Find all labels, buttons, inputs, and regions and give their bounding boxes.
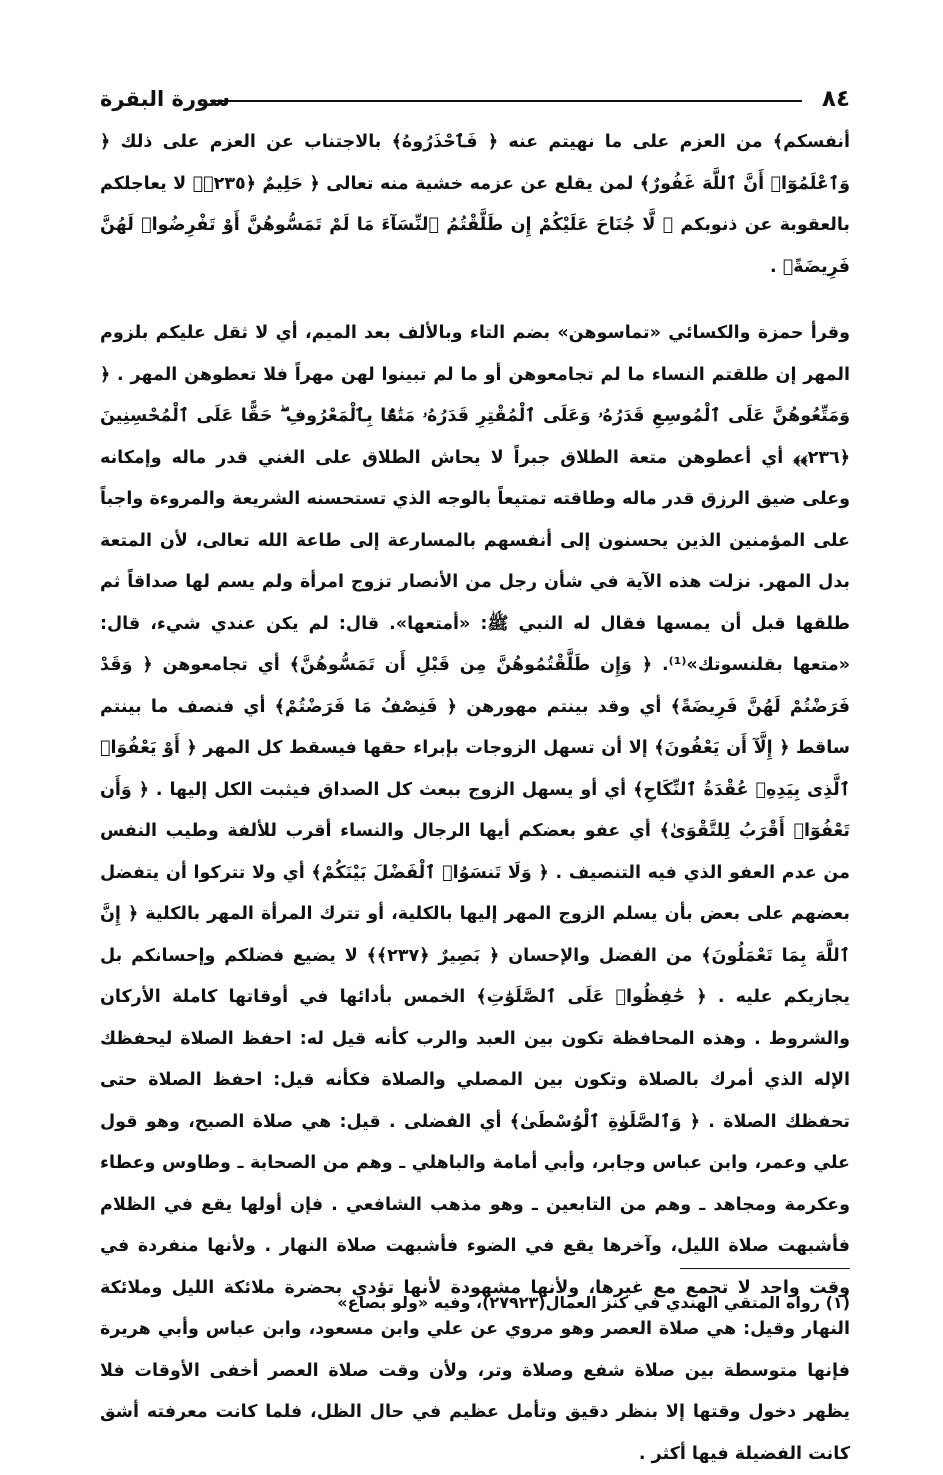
header-rule xyxy=(210,100,802,102)
paragraph-2: وقرأ حمزة والكسائي «تماسوهن» بضم التاء وبالألف بعد الميم، أي لا ثقل عليكم بلزوم المهر إن طلقتم النساء ما لم تجامعوهن أو ما لم تبينوا لهن مهراً فلا تعطوهن المهر . ﴿ وَمَتِّعُوهُنَّ عَلَى ٱلْمُوسِعِ قَدَرُهُۥ وَعَلَى ٱلْمُقْتِرِ قَدَرُهُۥ مَتَٰعًۢا بِٱلْمَعْرُوفِ ۖ حَقًّا عَلَى ٱلْمُحْسِنِينَ ﴿٢٣٦﴾﴾ أي أعطوهن متعة الطلاق جبراً لا يحاش الطلاق على الغني قدر ماله وإمكانه وعلى ضيق الرزق قدر ماله وطاقته تمتيعاً بالوجه الذي تستحسنه الشريعة والمروءة واجباً على المؤمنين الذين يحسنون إلى أنفسهم بالمسارعة إلى طاعة الله تعالى، لأن المتعة بدل المهر. نزلت هذه الآية في شأن رجل من الأنصار تزوج امرأة ولم يسم لها صداقاً ثم طلقها قبل أن يمسها فقال له النبي ﷺ: «أمتعها». قال: لم يكن عندي شيء، قال: «متعها بقلنسوتك»⁽¹⁾. ﴿ وَإِن طَلَّقْتُمُوهُنَّ مِن قَبْلِ أَن تَمَسُّوهُنَّ﴾ أي تجامعوهن ﴿ وَقَدْ فَرَضْتُمْ لَهُنَّ فَرِيضَةً﴾ أي وقد بينتم مهورهن ﴿ فَنِصْفُ مَا فَرَضْتُمْ﴾ أي فنصف ما بينتم ساقط ﴿ إِلَّآ أَن يَعْفُونَ﴾ إلا أن تسهل الزوجات بإبراء حقها فيسقط كل المهر ﴿ أَوْ يَعْفُوَا۟ ٱلَّذِى بِيَدِهِۦ عُقْدَةُ ٱلنِّكَاحِ﴾ أي أو يسهل الزوج ببعث كل الصداق فيثبت الكل إليها . ﴿ وَأَن تَعْفُوٓا۟ أَقْرَبُ لِلتَّقْوَىٰ﴾ أي عفو بعضكم أيها الرجال والنساء أقرب للألفة وطيب النفس من عدم العفو الذي فيه التنصيف . ﴿ وَلَا تَنسَوُا۟ ٱلْفَضْلَ بَيْنَكُمْ﴾ أي ولا تتركوا أن يتفضل بعضهم على بعض بأن يسلم الزوج المهر إليها بالكلية، أو تترك المرأة المهر بالكلية ﴿ إِنَّ ٱللَّهَ بِمَا تَعْمَلُونَ﴾ من الفضل والإحسان ﴿ بَصِيرٌ ﴿٢٣٧﴾﴾ لا يضيع فضلكم وإحسانكم بل يجازيكم عليه . ﴿ حَٰفِظُوا۟ عَلَى ٱلصَّلَوَٰتِ﴾ الخمس بأدائها في أوقاتها كاملة الأركان والشروط . وهذه المحافظة تكون بين العبد والرب كأنه قيل له: احفظ الصلاة ليحفظك الإله الذي أمرك بالصلاة وتكون بين المصلي والصلاة فكأنه قيل: احفظ الصلاة حتى تحفظك الصلاة . ﴿ وَٱلصَّلَوٰةِ ٱلْوُسْطَىٰ﴾ أي الفضلى . قيل: هي صلاة الصبح، وهو قول علي وعمر، وابن عباس وجابر، وأبي أمامة والباهلي ـ وهم من الصحابة ـ وطاوس وعطاء وعكرمة ومجاهد ـ وهم من التابعين ـ وهو مذهب الشافعي . فإن أولها يقع في الظلام فأشبهت صلاة الليل، وآخرها يقع في الضوء فأشبهت صلاة النهار . ولأنها منفردة في وقت واحد لا تجمع مع غيرها، ولأنها مشهودة لأنها تؤدي بحضرة ملائكة الليل وملائكة النهار وقيل: هي صلاة العصر وهو مروي عن علي وابن مسعود، وابن عباس وأبي هريرة فإنها متوسطة بين صلاة شفع وصلاة وتر، ولأن وقت صلاة العصر أخفى الأوقات فلا يظهر دخول وقتها إلا بنظر دقيق وتأمل عظيم في حال الظل، فلما كانت معرفته أشق كانت الفضيلة فيها أكثر . xyxy=(100,323,850,1464)
main-text xyxy=(100,122,850,1475)
page-header xyxy=(100,84,850,118)
footnote-rule xyxy=(680,1268,850,1269)
surah-name: سورة البقرة xyxy=(100,87,230,111)
footnote: (١) رواه المتقي الهندي في كنز العمال(٢٧٩٢٣)، وفيه «ولو بصاع» xyxy=(337,1293,850,1312)
page-number: ٨٤ xyxy=(821,86,850,112)
paragraph-1: أنفسكم﴾ من العزم على ما نهيتم عنه ﴿ فَٱحْذَرُوهُ﴾ بالاجتناب عن العزم على ذلك ﴿ وَٱعْلَمُوٓا۟ أَنَّ ٱللَّهَ غَفُورٌ﴾ لمن يقلع عن عزمه خشية منه تعالى ﴿ حَلِيمٌ ﴿٢٣٥﴾﴾ لا يعاجلكم بالعقوبة عن ذنوبكم ﴿ لَّا جُنَاحَ عَلَيْكُمْ إِن طَلَّقْتُمُ ٱلنِّسَآءَ مَا لَمْ تَمَسُّوهُنَّ أَوْ تَفْرِضُوا۟ لَهُنَّ فَرِيضَةً﴾ . xyxy=(100,132,850,277)
